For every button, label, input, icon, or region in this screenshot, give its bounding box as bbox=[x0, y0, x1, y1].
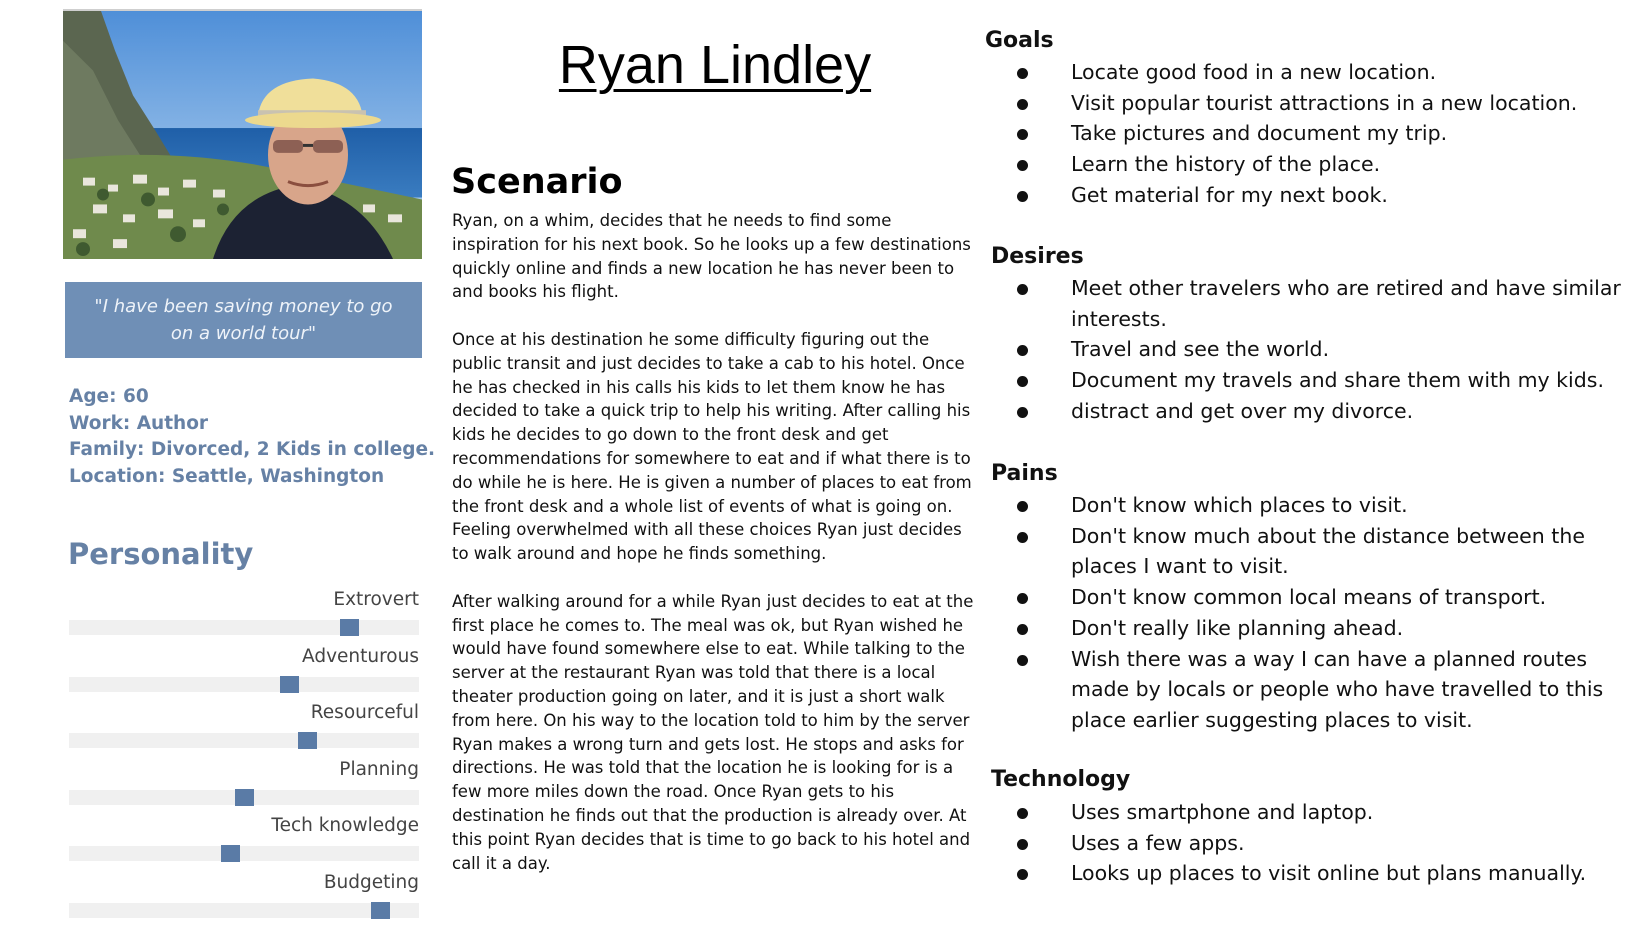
profile-age: Age: 60 bbox=[69, 386, 149, 407]
goals-list bbox=[1005, 57, 1645, 211]
trait-adventurous bbox=[69, 646, 419, 703]
trait-resourceful bbox=[69, 702, 419, 759]
persona-name: Ryan Lindley bbox=[558, 35, 872, 95]
profile-work: Work: Author bbox=[69, 412, 209, 434]
pains-item: Don't know much about the distance between the places I want to visit. bbox=[1005, 521, 1645, 582]
personality-heading: Personality bbox=[68, 537, 254, 571]
pains-item: Don't know common local means of transport. bbox=[1005, 582, 1645, 613]
trait-track bbox=[69, 903, 419, 918]
scenario-paragraph: Once at his destination he some difficulty figuring out the public transit and just decides to take a cab to his hotel. Once he has checked in his calls his kids to let them know he has decided to take a quick trip to help his writing. After calling his kids he decides to go down to the front desk and get recommendations for somewhere to eat and if what there is to do while he is here. He is given a number of places to eat from the front desk and a whole list of events of what is going on. Feeling overwhelmed with all these choices Ryan just decides to walk around and hope he finds something. bbox=[452, 329, 972, 564]
trait-track bbox=[69, 733, 419, 748]
trait-marker bbox=[298, 732, 317, 749]
persona-quote-box bbox=[65, 282, 422, 358]
goals-item: Locate good food in a new location. bbox=[1005, 57, 1645, 88]
desires-list bbox=[1005, 273, 1645, 427]
trait-label: Budgeting bbox=[323, 871, 419, 893]
persona-photo-image bbox=[63, 11, 422, 259]
technology-item: Uses a few apps. bbox=[1005, 828, 1645, 859]
goals-heading: Goals bbox=[985, 28, 1054, 53]
trait-marker bbox=[340, 619, 359, 636]
technology-item: Uses smartphone and laptop. bbox=[1005, 797, 1645, 828]
trait-marker bbox=[280, 676, 299, 693]
trait-tech-knowledge bbox=[69, 815, 419, 872]
profile-location: Location: Seattle, Washington bbox=[69, 465, 385, 487]
desires-item: distract and get over my divorce. bbox=[1005, 396, 1645, 427]
pains-item: Don't really like planning ahead. bbox=[1005, 613, 1645, 644]
scenario-paragraph: After walking around for a while Ryan just decides to eat at the first place he comes to. The meal was ok, but Ryan wished he would have found somewhere else to eat. While talking to the server at the restaurant Ryan was told that there is a local theater production going on later, and it is just a short walk from here. On his way to the location told to him by the server Ryan makes a wrong turn and gets lost. He stops and asks for directions. He was told that the location he is looking for is a few more miles down the road. Once Ryan gets to his destination he finds out that the production is already over. At this point Ryan decides that is time to go back to his hotel and call it a day. bbox=[452, 591, 974, 873]
trait-track bbox=[69, 677, 419, 692]
goals-item: Learn the history of the place. bbox=[1005, 149, 1645, 180]
goals-item: Take pictures and document my trip. bbox=[1005, 118, 1645, 149]
scenario-paragraph: Ryan, on a whim, decides that he needs to find some inspiration for his next book. So he looks up a few destinations quickly online and finds a new location he has never been to and books his flight. bbox=[452, 211, 971, 302]
trait-marker bbox=[371, 902, 390, 919]
technology-heading: Technology bbox=[991, 767, 1131, 792]
pains-item: Don't know which places to visit. bbox=[1005, 490, 1645, 521]
scenario-heading: Scenario bbox=[451, 162, 623, 202]
persona-quote: "I have been saving money to go on a world tour" bbox=[94, 296, 393, 344]
pains-heading: Pains bbox=[991, 461, 1058, 486]
goals-item: Get material for my next book. bbox=[1005, 180, 1645, 211]
trait-label: Adventurous bbox=[302, 645, 419, 667]
trait-planning bbox=[69, 759, 419, 816]
desires-heading: Desires bbox=[991, 244, 1084, 269]
persona-photo bbox=[63, 9, 422, 259]
trait-label: Resourceful bbox=[310, 702, 419, 723]
trait-label: Planning bbox=[339, 758, 419, 780]
trait-marker bbox=[221, 845, 240, 862]
scenario-body bbox=[452, 209, 982, 899]
trait-marker bbox=[235, 789, 254, 806]
desires-item: Travel and see the world. bbox=[1005, 334, 1645, 365]
trait-budgeting bbox=[69, 872, 419, 928]
trait-extrovert bbox=[69, 589, 419, 646]
technology-item: Looks up places to visit online but plans manually. bbox=[1005, 858, 1645, 889]
trait-track bbox=[69, 620, 419, 635]
pains-item: Wish there was a way I can have a planned routes made by locals or people who have travelled to this place earlier suggesting places to visit. bbox=[1005, 644, 1645, 736]
desires-item: Document my travels and share them with my kids. bbox=[1005, 365, 1645, 396]
trait-label: Extrovert bbox=[333, 589, 419, 610]
technology-list bbox=[1005, 797, 1645, 889]
goals-item: Visit popular tourist attractions in a new location. bbox=[1005, 88, 1645, 119]
trait-track bbox=[69, 846, 419, 861]
persona-profile bbox=[69, 384, 436, 490]
desires-item: Meet other travelers who are retired and have similar interests. bbox=[1005, 273, 1645, 334]
profile-family: Family: Divorced, 2 Kids in college. bbox=[69, 439, 436, 460]
pains-list bbox=[1005, 490, 1645, 736]
personality-traits bbox=[69, 589, 419, 928]
trait-label: Tech knowledge bbox=[271, 815, 419, 836]
